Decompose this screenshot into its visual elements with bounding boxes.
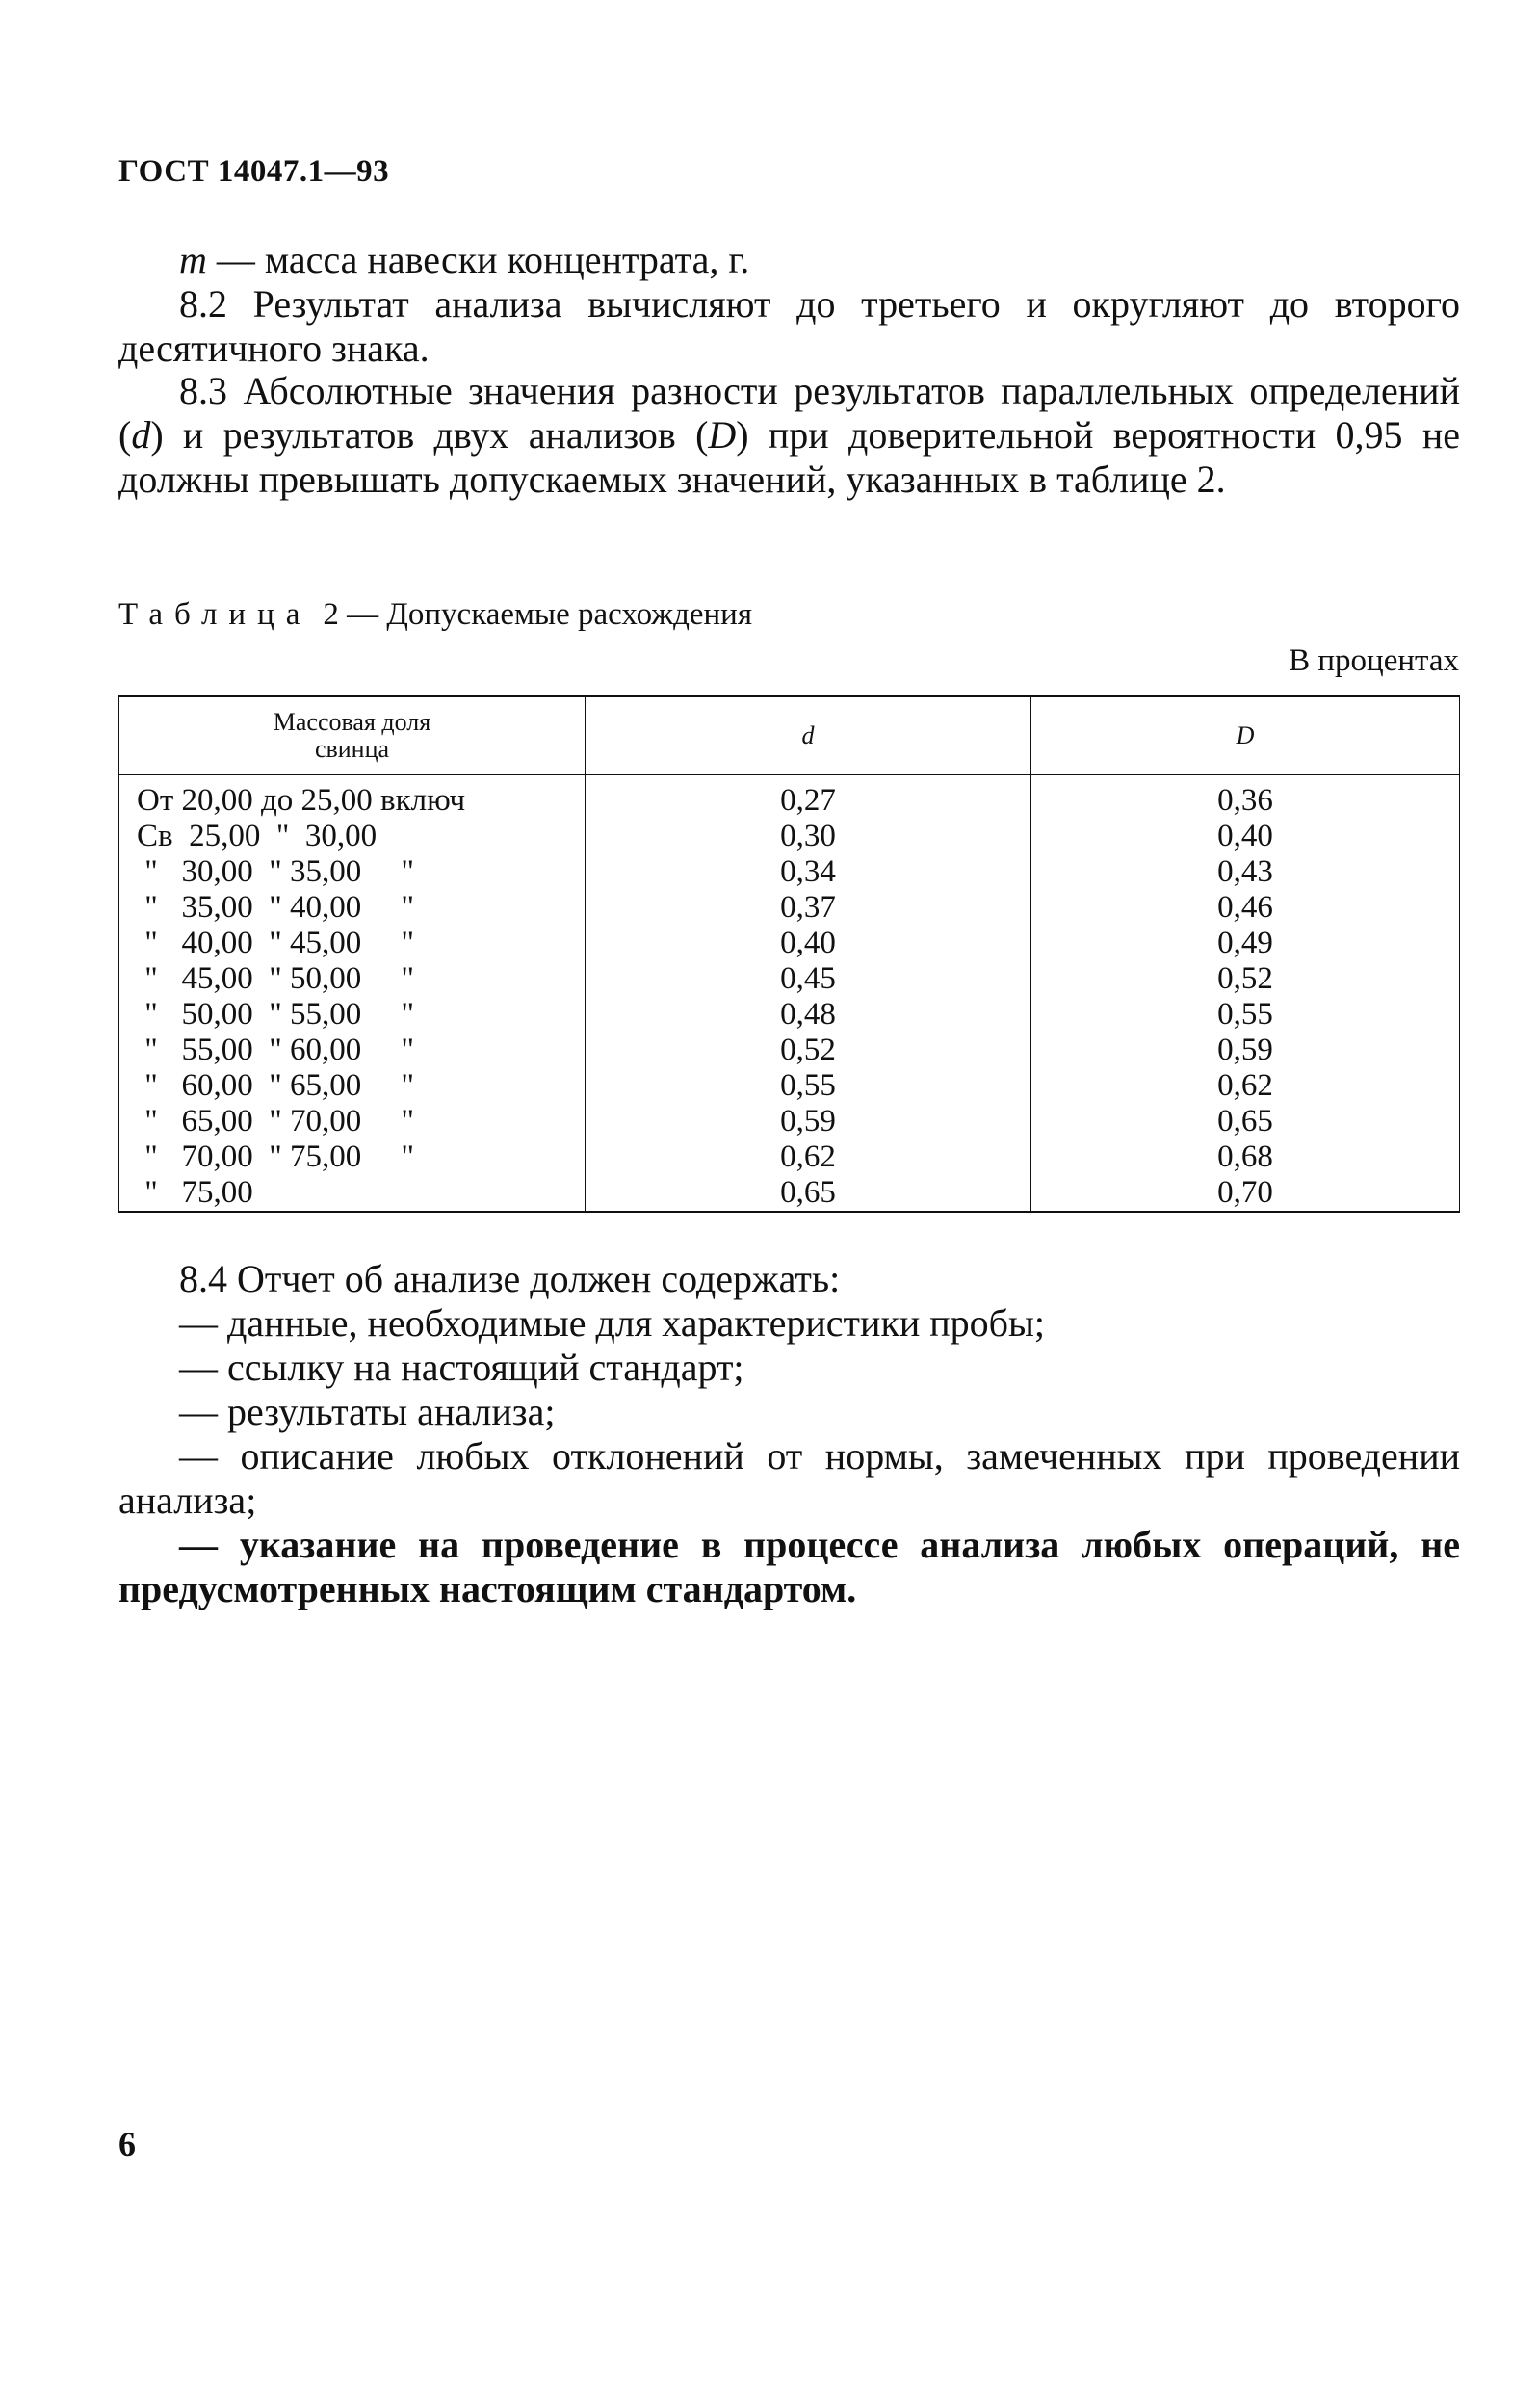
para-8-3 xyxy=(118,369,1460,502)
document-header: ГОСТ 14047.1—93 xyxy=(118,154,390,189)
cell-D: 0,40 xyxy=(1031,819,1460,854)
cell-range: " 60,00 " 65,00 " xyxy=(119,1068,586,1104)
cell-d: 0,62 xyxy=(586,1139,1031,1175)
cell-d: 0,34 xyxy=(586,854,1031,890)
cell-d: 0,59 xyxy=(586,1104,1031,1139)
cell-d: 0,30 xyxy=(586,819,1031,854)
section-8-4 xyxy=(118,1257,1460,1611)
table-row xyxy=(119,1033,1460,1068)
para-8-3-part1: 8.3 Абсолютные значения разности результатов параллельных определений ( xyxy=(118,369,1460,457)
cell-range: " 45,00 " 50,00 " xyxy=(119,961,586,997)
cell-d: 0,48 xyxy=(586,997,1031,1033)
header-mass-fraction xyxy=(119,696,586,775)
cell-d: 0,65 xyxy=(586,1175,1031,1212)
para-8-3-part2: ) и результатов двух анализов ( xyxy=(150,413,709,457)
cell-D: 0,36 xyxy=(1031,775,1460,820)
list-item: — результаты анализа; xyxy=(179,1390,556,1433)
var-d: d xyxy=(131,413,151,457)
cell-range: " 75,00 xyxy=(119,1175,586,1212)
table-row xyxy=(119,854,1460,890)
para-8-2: 8.2 Результат анализа вычисляют до третьего и округляют до второго десятичного знака. xyxy=(118,282,1460,370)
table-header-row xyxy=(119,696,1460,775)
table-row xyxy=(119,890,1460,926)
table-row xyxy=(119,926,1460,961)
list-item: — данные, необходимые для характеристики пробы; xyxy=(179,1301,1046,1345)
list-item: — указание на проведение в процессе анализа любых операций, не предусмотренных настоящим стандартом. xyxy=(118,1523,1460,1610)
header-D: D xyxy=(1031,696,1460,775)
table-row xyxy=(119,1139,1460,1175)
section-8-4-title: 8.4 Отчет об анализе должен содержать: xyxy=(179,1257,841,1300)
cell-range: Св 25,00 " 30,00 xyxy=(119,819,586,854)
cell-D: 0,49 xyxy=(1031,926,1460,961)
header-mass-fraction-line1: Массовая доля xyxy=(273,708,431,736)
table-row xyxy=(119,1175,1460,1212)
table-units: В процентах xyxy=(1289,643,1459,678)
page-number: 6 xyxy=(118,2125,136,2163)
cell-range: " 65,00 " 70,00 " xyxy=(119,1104,586,1139)
cell-D: 0,62 xyxy=(1031,1068,1460,1104)
table-caption-title: 2 — Допускаемые расхождения xyxy=(323,597,753,632)
table-row xyxy=(119,1068,1460,1104)
cell-D: 0,68 xyxy=(1031,1139,1460,1175)
cell-range: " 40,00 " 45,00 " xyxy=(119,926,586,961)
list-item: — ссылку на настоящий стандарт; xyxy=(179,1346,744,1389)
header-mass-fraction-line2: свинца xyxy=(314,735,390,763)
cell-range: От 20,00 до 25,00 включ xyxy=(119,775,586,820)
cell-D: 0,46 xyxy=(1031,890,1460,926)
var-m: m xyxy=(179,238,207,281)
para-m-definition xyxy=(118,238,1460,282)
var-D: D xyxy=(708,413,737,457)
cell-D: 0,55 xyxy=(1031,997,1460,1033)
list-item: — описание любых отклонений от нормы, замеченных при проведении анализа; xyxy=(118,1434,1460,1522)
table-row xyxy=(119,775,1460,820)
table-row xyxy=(119,997,1460,1033)
table-row xyxy=(119,1104,1460,1139)
cell-D: 0,65 xyxy=(1031,1104,1460,1139)
table-caption-word: Таблица xyxy=(118,597,312,632)
cell-d: 0,40 xyxy=(586,926,1031,961)
table-row xyxy=(119,961,1460,997)
cell-range: " 30,00 " 35,00 " xyxy=(119,854,586,890)
cell-d: 0,27 xyxy=(586,775,1031,820)
cell-D: 0,43 xyxy=(1031,854,1460,890)
cell-D: 0,52 xyxy=(1031,961,1460,997)
header-d: d xyxy=(586,696,1031,775)
cell-range: " 55,00 " 60,00 " xyxy=(119,1033,586,1068)
cell-d: 0,55 xyxy=(586,1068,1031,1104)
cell-D: 0,59 xyxy=(1031,1033,1460,1068)
text-block-8-3 xyxy=(118,369,1460,502)
para-8-3-part3: ) при доверительной вероятности 0,95 не должны превышать допускаемых значений, указанных в таблице 2. xyxy=(118,413,1460,501)
cell-d: 0,45 xyxy=(586,961,1031,997)
cell-d: 0,52 xyxy=(586,1033,1031,1068)
cell-d: 0,37 xyxy=(586,890,1031,926)
text-block-top xyxy=(118,238,1460,371)
cell-range: " 70,00 " 75,00 " xyxy=(119,1139,586,1175)
table-row xyxy=(119,819,1460,854)
table-body xyxy=(119,775,1460,1213)
cell-range: " 35,00 " 40,00 " xyxy=(119,890,586,926)
para-m-text: — масса навески концентрата, г. xyxy=(206,238,750,281)
cell-D: 0,70 xyxy=(1031,1175,1460,1212)
cell-range: " 50,00 " 55,00 " xyxy=(119,997,586,1033)
table-caption xyxy=(118,597,752,633)
tolerance-table xyxy=(118,695,1460,1213)
